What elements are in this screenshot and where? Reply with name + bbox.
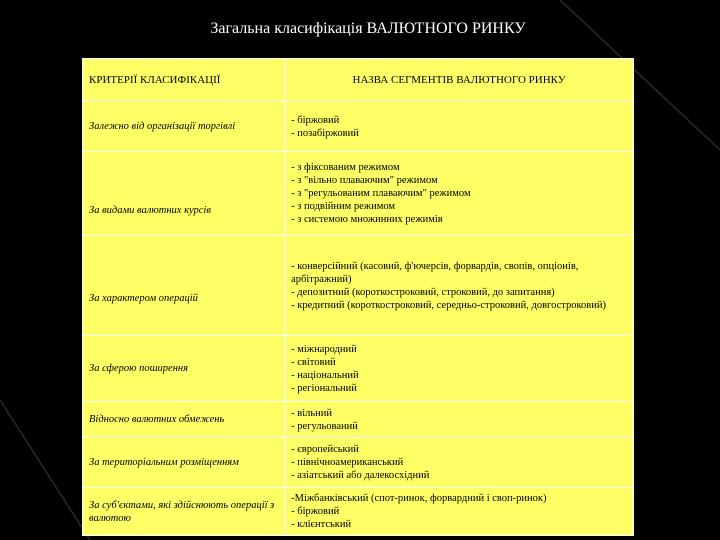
segment-item: - регульований (291, 420, 358, 432)
segment-item: - вільний (291, 407, 333, 419)
table-row (83, 236, 634, 336)
segment-item: - міжнародний (291, 343, 357, 355)
header-criteria: КРИТЕРІЇ КЛАСИФІКАЦІЇ (83, 59, 285, 102)
row-segments (285, 102, 634, 152)
segment-item: - з "регульованим плаваючим" режимом (291, 188, 471, 199)
row-criteria: За характером операцій (83, 236, 285, 336)
segment-item: - клієнтський (291, 519, 352, 530)
row-segments (285, 152, 634, 236)
row-segments (285, 336, 634, 402)
segment-item: - національний (291, 369, 359, 381)
segment-item: - депозитний (короткостроковий, строковий, до запитання) (291, 286, 555, 298)
row-criteria: За видами валютних курсів (83, 152, 285, 236)
segment-item: - конверсійний (касовий, ф'ючерсів, форвардів, свопів, опціонів, арбітражний) (291, 260, 579, 285)
row-segments (285, 236, 634, 336)
row-criteria: За сферою поширення (83, 336, 285, 402)
row-segments (285, 402, 634, 438)
classification-table (82, 58, 634, 536)
segment-item: - біржовий (291, 506, 340, 517)
segment-item: - кредитний (короткостроковий, середньо-строковий, довгостроковий) (291, 299, 606, 311)
segment-item: -Міжбанківський (спот-ринок, форвардний і своп-ринок) (291, 493, 547, 504)
segment-item: - з системою множинних режимів (291, 214, 443, 225)
segment-item: - регіональний (291, 382, 357, 394)
page-title: Загальна класифікація ВАЛЮТНОГО РИНКУ (210, 20, 526, 37)
row-segments (285, 438, 634, 488)
table-row (83, 152, 634, 236)
table-row (83, 336, 634, 402)
table-row (83, 488, 634, 536)
segment-item: - з фіксованим режимом (291, 162, 400, 173)
row-criteria: За територіальним розміщенням (83, 438, 285, 488)
table-row (83, 102, 634, 152)
table-row (83, 438, 634, 488)
segment-item: - північноамериканський (291, 457, 404, 468)
segment-item: - азіатський або далекосхідний (291, 470, 430, 481)
segment-item: - позабіржовий (291, 127, 359, 139)
segment-item: - з подвійним режимом (291, 201, 396, 212)
segment-item: - з "вільно плаваючим" режимом (291, 175, 438, 186)
segment-item: - біржовий (291, 114, 340, 126)
row-segments (285, 488, 634, 536)
header-segments: НАЗВА СЕГМЕНТІВ ВАЛЮТНОГО РИНКУ (285, 59, 634, 102)
segment-item: - європейський (291, 444, 359, 455)
segment-item: - світовий (291, 356, 336, 368)
table-row (83, 402, 634, 438)
table-header-row (83, 59, 634, 102)
row-criteria: Відносно валютних обмежень (83, 402, 285, 438)
row-criteria: За суб'єктами, які здійснюють операції з валютою (83, 488, 285, 536)
row-criteria: Залежно від організації торгівлі (83, 102, 285, 152)
